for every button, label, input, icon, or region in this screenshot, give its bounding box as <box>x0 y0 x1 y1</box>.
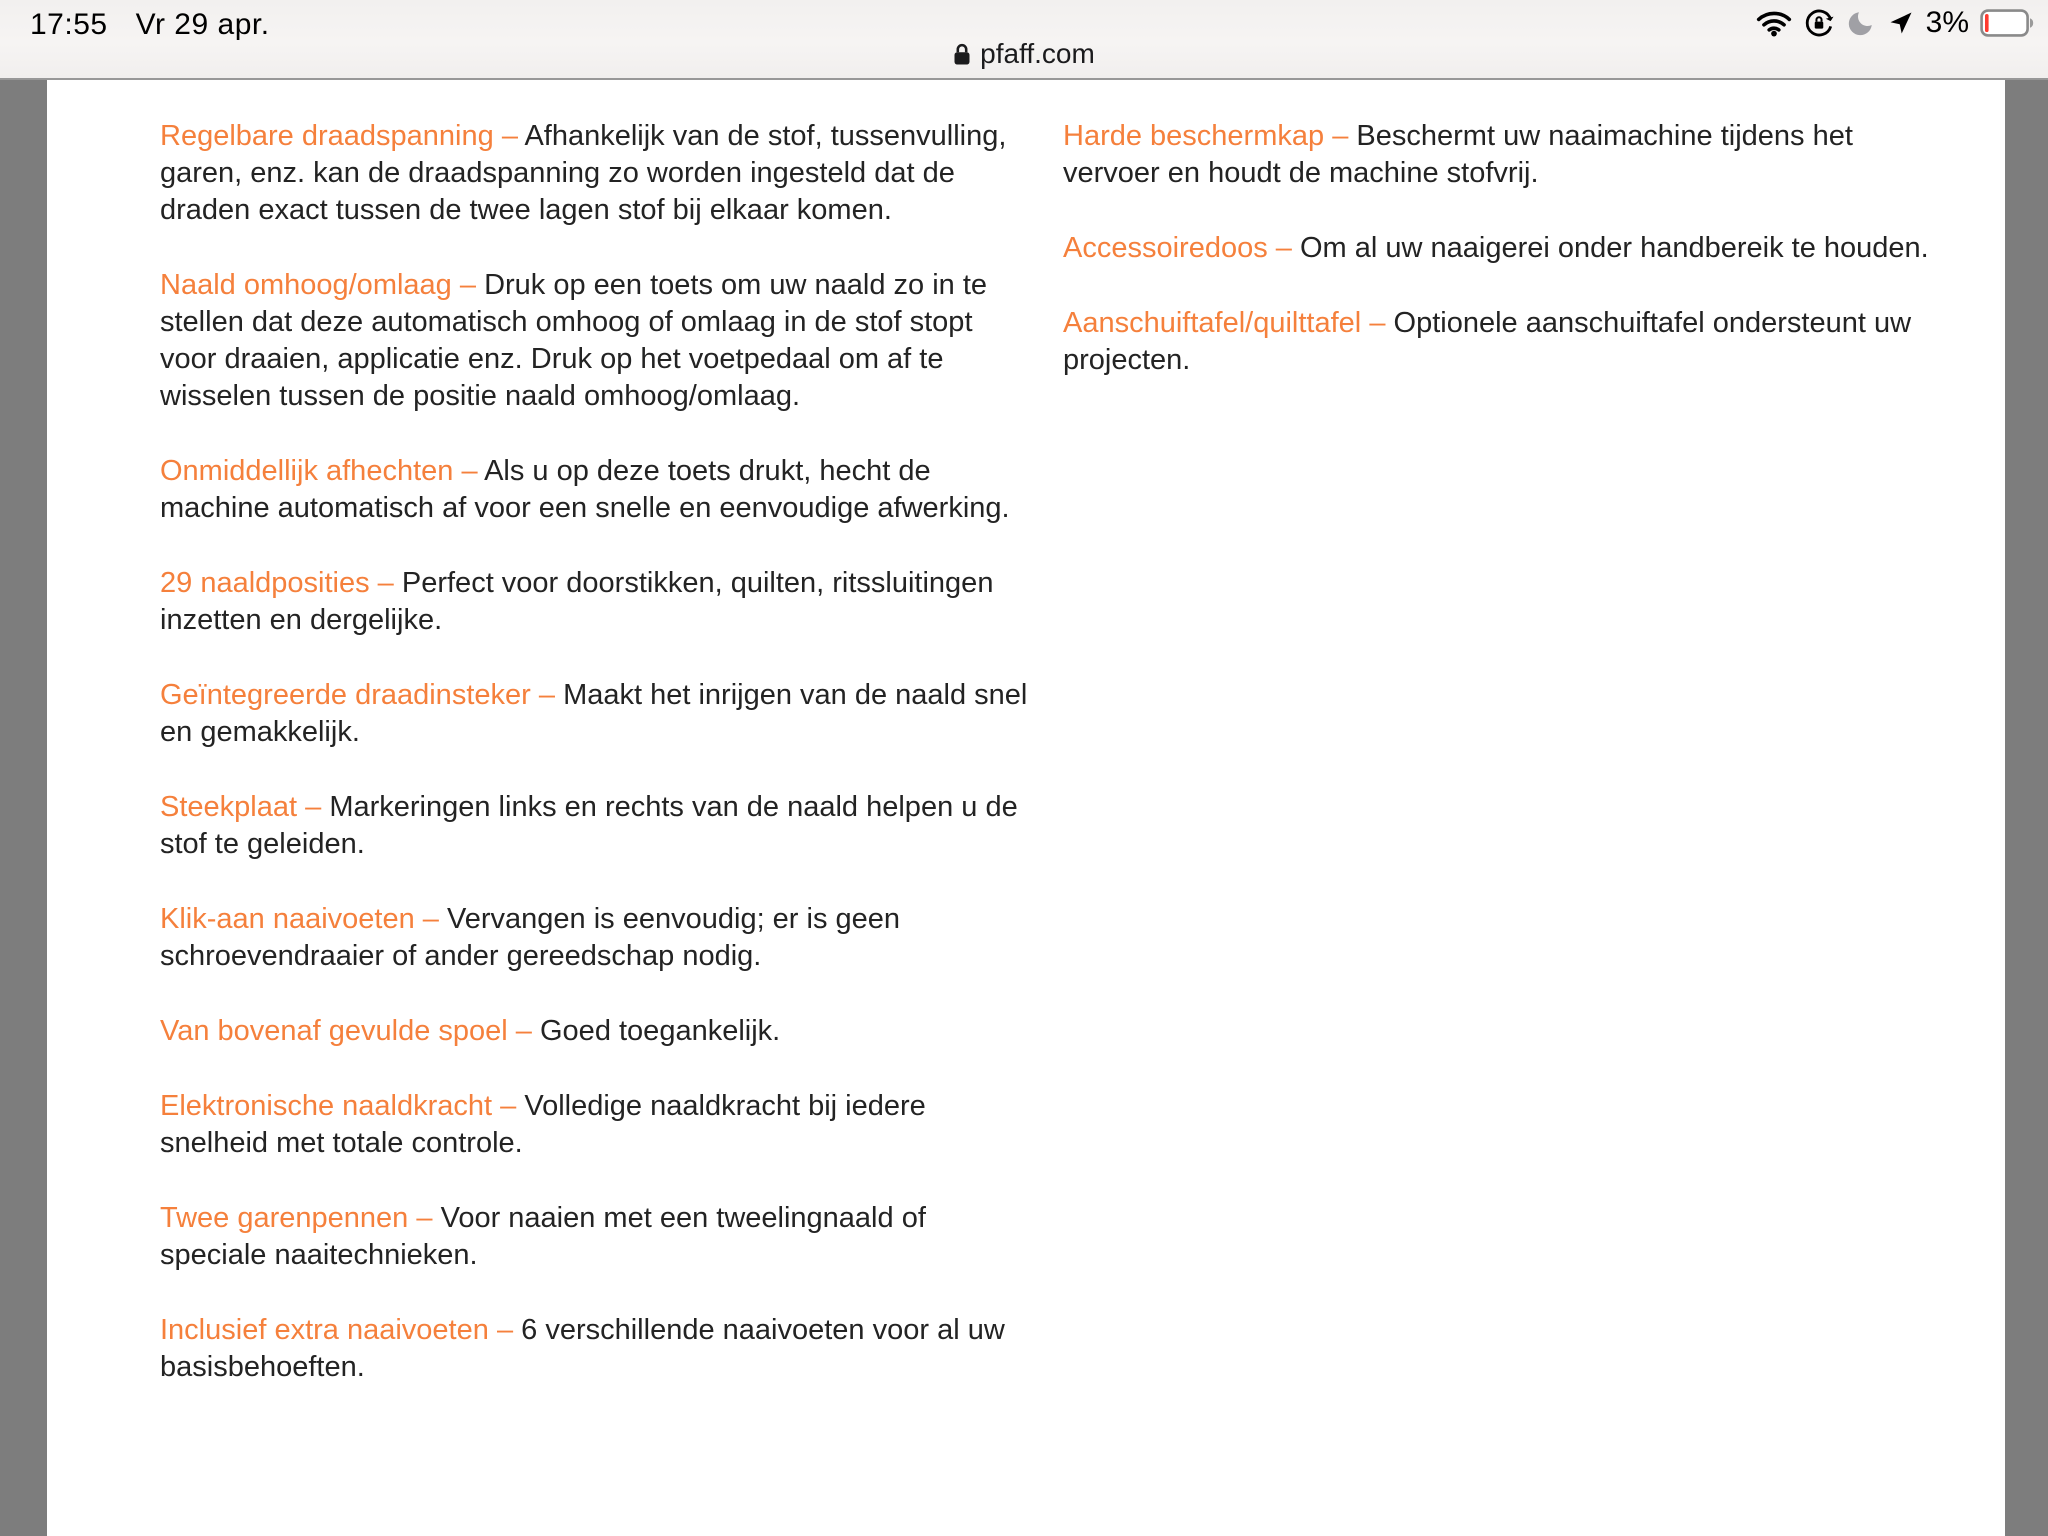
feature-column-left <box>160 118 1032 1424</box>
feature-separator: – <box>496 1314 514 1346</box>
feature-item <box>160 1312 1032 1386</box>
feature-item <box>160 453 1032 527</box>
feature-title: Regelbare draadspanning <box>160 120 494 152</box>
wifi-icon <box>1756 9 1792 37</box>
feature-description: Afhankelijk van de stof, tussenvulling, garen, enz. kan de draadspanning zo worden ingesteld dat de draden exact tussen de twee lagen stof bij elkaar komen. <box>160 120 1007 226</box>
feature-description: Volledige naaldkracht bij iedere snelheid met totale controle. <box>160 1090 926 1159</box>
feature-item <box>160 789 1032 863</box>
feature-title: Accessoiredoos <box>1063 232 1268 264</box>
feature-description: Perfect voor doorstikken, quilten, ritssluitingen inzetten en dergelijke. <box>160 567 994 636</box>
feature-description: Druk op een toets om uw naald zo in te stellen dat deze automatisch omhoog of omlaag in de stof stopt voor draaien, applicatie enz. Druk op het voetpedaal om af te wisselen tussen de positie naald omhoog/omlaag. <box>160 269 988 412</box>
feature-title: Onmiddellijk afhechten <box>160 455 454 487</box>
feature-title: Naald omhoog/omlaag <box>160 269 452 301</box>
clock-label: 17:55 <box>30 8 108 41</box>
feature-item <box>1063 230 1935 267</box>
feature-title: Van bovenaf gevulde spoel <box>160 1015 508 1047</box>
feature-title: Inclusief extra naaivoeten <box>160 1314 489 1346</box>
feature-item <box>160 677 1032 751</box>
page-content <box>47 80 2005 1536</box>
feature-separator: – <box>538 679 555 711</box>
feature-description: Maakt het inrijgen van de naald snel en gemakkelijk. <box>160 679 1028 748</box>
feature-separator: – <box>305 791 322 823</box>
feature-title: Aanschuiftafel/quilttafel <box>1063 307 1362 339</box>
feature-item <box>160 1013 1032 1050</box>
feature-description: Vervangen is eenvoudig; er is geen schroevendraaier of ander gereedschap nodig. <box>160 903 901 972</box>
feature-description: 6 verschillende naaivoeten voor al uw basisbehoeften. <box>160 1314 1005 1383</box>
feature-separator: – <box>377 567 394 599</box>
feature-item <box>1063 305 1935 379</box>
feature-separator: – <box>1369 307 1386 339</box>
battery-percent-label: 3% <box>1925 6 1969 39</box>
feature-separator: – <box>1332 120 1349 152</box>
feature-description: Om al uw naaigerei onder handbereik te houden. <box>1299 232 1929 264</box>
feature-title: Harde beschermkap <box>1063 120 1325 152</box>
battery-icon <box>1980 9 2036 37</box>
feature-title: Elektronische naaldkracht <box>160 1090 493 1122</box>
date-label: Vr 29 apr. <box>135 8 270 41</box>
url-text: pfaff.com <box>980 38 1095 69</box>
feature-description: Voor naaien met een tweelingnaald of speciale naaitechnieken. <box>160 1202 926 1271</box>
feature-item <box>160 267 1032 415</box>
feature-separator: – <box>501 120 518 152</box>
feature-item <box>160 118 1032 229</box>
feature-item <box>160 1088 1032 1162</box>
feature-title: 29 naaldposities <box>160 567 370 599</box>
feature-description: Beschermt uw naaimachine tijdens het vervoer en houdt de machine stofvrij. <box>1063 120 1853 189</box>
feature-title: Klik-aan naaivoeten <box>160 903 415 935</box>
feature-item <box>1063 118 1935 192</box>
feature-title: Twee garenpennen <box>160 1202 409 1234</box>
padlock-icon <box>953 42 971 66</box>
feature-description: Goed toegankelijk. <box>540 1015 781 1047</box>
feature-separator: – <box>416 1202 433 1234</box>
browser-viewport <box>0 80 2048 1536</box>
feature-title: Geïntegreerde draadinsteker <box>160 679 531 711</box>
feature-separator: – <box>461 455 478 487</box>
feature-separator: – <box>422 903 439 935</box>
feature-item <box>160 1200 1032 1274</box>
feature-item <box>160 901 1032 975</box>
feature-description: Als u op deze toets drukt, hecht de machine automatisch af voor een snelle en eenvoudige afwerking. <box>160 455 1010 524</box>
feature-description: Optionele aanschuiftafel ondersteunt uw projecten. <box>1063 307 1912 376</box>
feature-separator: – <box>1275 232 1292 264</box>
safari-chrome <box>0 0 2048 80</box>
feature-column-right <box>1063 118 1935 417</box>
feature-separator: – <box>459 269 477 301</box>
location-icon <box>1887 9 1915 37</box>
feature-separator: – <box>515 1015 532 1047</box>
feature-separator: – <box>500 1090 517 1122</box>
feature-description: Markeringen links en rechts van de naald helpen u de stof te geleiden. <box>160 791 1018 860</box>
feature-item <box>160 565 1032 639</box>
url-bar[interactable] <box>0 34 2048 74</box>
feature-title: Steekplaat <box>160 791 298 823</box>
